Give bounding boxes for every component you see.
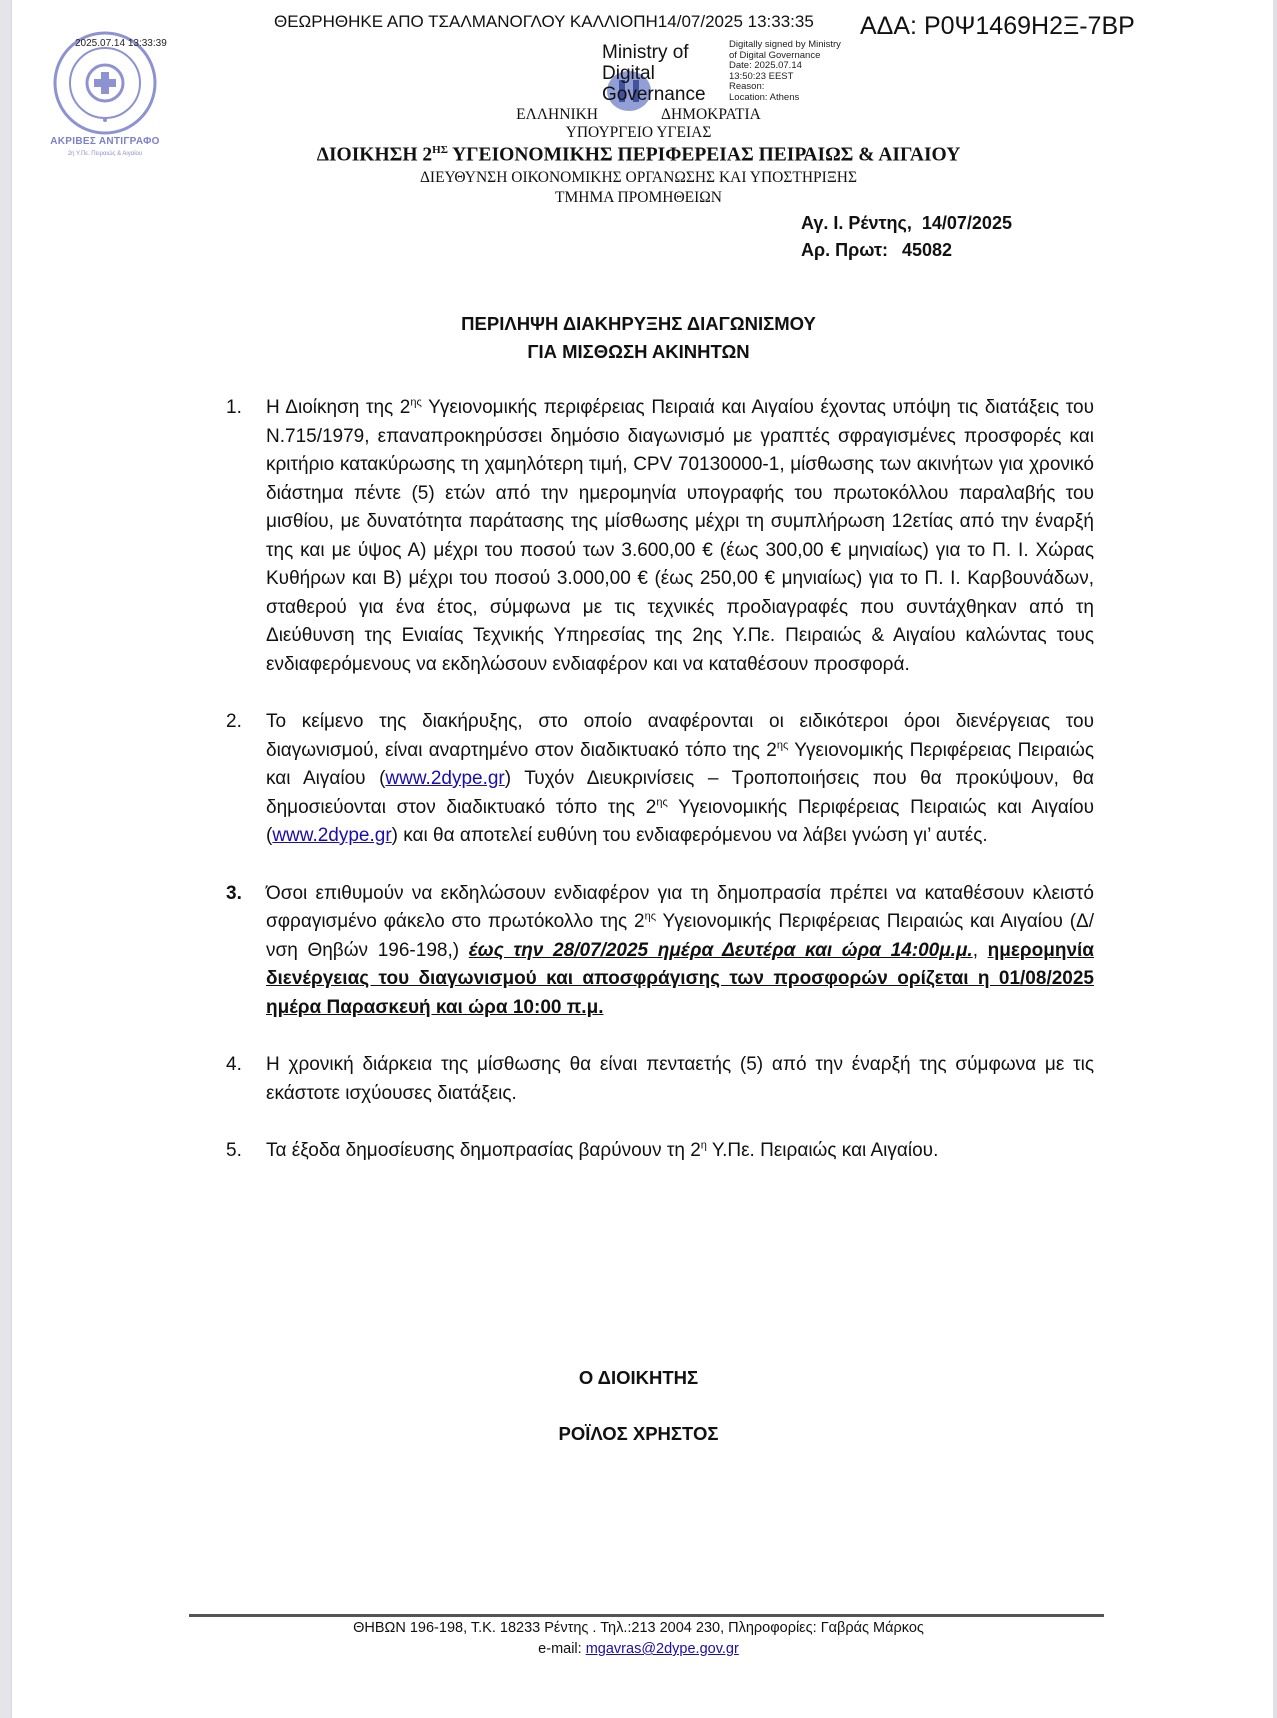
admin-prefix: ΔΙΟΙΚΗΣΗ 2 (316, 144, 433, 166)
text-run: Υγειονομικής Περιφέρειας Πειραιώς και Αιγαίου ( (266, 739, 1094, 789)
text-run: Υ.Πε. Πειραιώς και Αιγαίου. (706, 1140, 939, 1161)
text-run: Το κείμενο της διακήρυξης, στο οποίο αναφέρονται οι ειδικότεροι όροι διενέργειας του διαγωνισμού, είναι αναρτημένο στον διαδικτυακό τόπο της 2 (266, 711, 1094, 761)
website-link[interactable]: www.2dype.gr (272, 825, 392, 846)
website-link[interactable]: www.2dype.gr (385, 768, 505, 789)
ordinal-sup: ης (656, 796, 668, 809)
text-run: Όσοι επιθυμούν να εκδηλώσουν ενδιαφέρον για τη δημοπρασία πρέπει να καταθέσουν κλειστό σφραγισμένο φάκελο στο πρωτόκολλο της 2 (266, 882, 1094, 932)
viewer-scrollbar[interactable] (1273, 0, 1277, 1718)
document-date: 14/07/2025 (921, 213, 1012, 233)
text-run: Τα έξοδα δημοσίευσης δημοπρασίας βαρύνουν τη 2 (266, 1140, 701, 1161)
stamp-timestamp: 2025.07.14 13:33:39 (75, 38, 167, 49)
signer-name: ΡΟΪΛΟΣ ΧΡΗΣΤΟΣ (558, 1423, 719, 1444)
letterhead-department: ΤΜΗΜΑ ΠΡΟΜΗΘΕΙΩΝ (555, 189, 722, 206)
protocol-label: Αρ. Πρωτ: (801, 240, 889, 260)
footer-email-line (0, 1641, 1277, 1657)
item-text (266, 880, 1094, 1023)
item-text (266, 708, 1094, 851)
list-item (226, 708, 1094, 851)
item-number: 2. (226, 711, 242, 732)
list-item (226, 394, 1094, 679)
submission-deadline: έως την 28/07/2025 ημέρα Δευτέρα και ώρα 14:00μ.μ. (468, 939, 973, 961)
item-number: 1. (226, 397, 242, 418)
document-title-line-1: ΠΕΡΙΛΗΨΗ ΔΙΑΚΗΡΥΞΗΣ ΔΙΑΓΩΝΙΣΜΟΥ (461, 313, 816, 334)
item-text (266, 1137, 1094, 1166)
ada-code: ΑΔΑ: Ρ0Ψ1469Η2Ξ-7ΒΡ (860, 12, 1135, 40)
admin-sup: ΗΣ (432, 144, 448, 156)
admin-rest: ΥΓΕΙΟΝΟΜΙΚΗΣ ΠΕΡΙΦΕΡΕΙΑΣ ΠΕΙΡΑΙΩΣ & ΑΙΓΑΙΟΥ (447, 144, 961, 166)
stamp-subcaption: 2η Υ.Πε. Πειραιώς & Αιγαίου (67, 151, 143, 157)
notice-items (226, 394, 1094, 1195)
email-label: e-mail: (538, 1641, 586, 1657)
ordinal-sup: η (700, 1139, 707, 1152)
text-run: ) Τυχόν Διευκρινίσεις – Τροποποιήσεις που θα προκύψουν, θα δημοσιεύονται στον διαδικτυακό τόπο της 2 (266, 768, 1094, 818)
viewer-left-edge (0, 0, 12, 1718)
opening-date: ημερομηνία διενέργειας του διαγωνισμού και αποσφράγισης των προσφορών ορίζεται η 01/08/2025 ημέρα Παρασκευή και ώρα 10:00 π.μ. (266, 939, 1094, 1018)
place-label: Αγ. Ι. Ρέντης, (801, 213, 912, 233)
signature-detail-line: Digitally signed by Ministry (729, 39, 841, 50)
footer-address: ΘΗΒΩΝ 196-198, Τ.Κ. 18233 Ρέντης . Τηλ.:213 2004 230, Πληροφορίες: Γαβράς Μάρκος (353, 1620, 924, 1636)
email-link[interactable]: mgavras@2dype.gov.gr (585, 1641, 739, 1657)
signature-time: 13:50:23 EEST (729, 70, 794, 82)
item-text (266, 1051, 1094, 1108)
list-item (226, 1137, 1094, 1166)
text-run: Υγειονομικής Περιφέρειας Πειραιώς και Αιγαίου ( (266, 796, 1094, 846)
ordinal-sup: ης (644, 910, 657, 923)
text-run: Υγειονομικής περιφέρειας Πειραιά και Αιγαίου έχοντας υπόψη τις διατάξεις του Ν.715/1979, επαναπροκηρύσσει δημόσιο διαγωνισμό με γραπτές σφραγισμένες προσφορές και κριτήριο κατακύρωσης τη χαμηλότερη τιμή, CPV 70130000-1, μίσθωσης των ακινήτων για χρονικό διάστημα πέντε (5) ετών από την ημερομηνία υπογραφής του πρωτοκόλλου παραλαβής του μισθίου, με δυνατότητα παράτασης της μίσθωσης μέχρι τη συμπλήρωση 12ετίας από την έναρξή της και με ύψος Α) μέχρι του ποσού των 3.600,00 € (έως 300,00 € μηνιαίως) για το Π. Ι. Χώρας Κυθήρων και Β) μέχρι του ποσού 3.000,00 € (έως 250,00 € μηνιαίως) για το Π. Ι. Καρβουνάδων, σταθερού για ένα έτος, σύμφωνα με τις τεχνικές προδιαγραφές που συντάχθηκαν από τη Διεύθυνση της Ενιαίας Τεχνικής Υπηρεσίας της 2ης Υ.Πε. Πειραιώς & Αιγαίου καλώντας τους ενδιαφερόμενους να εκδηλώσουν ενδιαφέρον και να καταθέσουν προσφορά. (266, 397, 1094, 675)
ordinal-sup: ης (410, 396, 422, 409)
signature-date: Date: 2025.07.14 (729, 60, 802, 71)
signature-reason: Reason: (729, 81, 765, 92)
text-run: , (972, 939, 988, 961)
document-title-line-2: ΓΙΑ ΜΙΣΘΩΣΗ ΑΚΙΝΗΤΩΝ (527, 341, 750, 362)
letterhead-republic: ΕΛΛΗΝΙΚΗ ΔΗΜΟΚΡΑΤΙΑ (516, 106, 761, 123)
letterhead-ministry: ΥΠΟΥΡΓΕΙΟ ΥΓΕΙΑΣ (565, 124, 712, 141)
text-run: Η Διοίκηση της 2 (266, 397, 411, 418)
footer-divider (189, 1614, 1104, 1617)
item-number: 4. (226, 1054, 242, 1075)
list-item (226, 880, 1094, 1023)
ordinal-sup: ης (776, 739, 789, 752)
list-item (226, 1051, 1094, 1108)
item-text (266, 394, 1094, 679)
text-run: Η χρονική διάρκεια της μίσθωσης θα είναι πενταετής (5) από την έναρξή της σύμφωνα με τις εκάστοτε ισχύουσες διατάξεις. (266, 1054, 1094, 1104)
text-run: Υγειονομικής Περιφέρειας Πειραιώς και Αιγαίου (Δ/νση Θηβών 196-198,) (266, 911, 1094, 961)
stamp-caption: ΑΚΡΙΒΕΣ ΑΝΤΙΓΡΑΦΟ (50, 136, 160, 147)
place-date-block (801, 210, 1012, 264)
signature-detail-line: of Digital Governance (729, 49, 821, 61)
text-run: ) και θα αποτελεί ευθύνη του ενδιαφερόμενου να λάβει γνώση γι’ αυτές. (391, 825, 988, 846)
signature-signer-name: Ministry of Digital Governance (602, 42, 706, 105)
item-number: 5. (226, 1140, 242, 1161)
item-number: 3. (226, 882, 242, 904)
protocol-number: 45082 (902, 240, 953, 260)
viewed-by-line: ΘΕΩΡΗΘΗΚΕ ΑΠΟ ΤΣΑΛΜΑΝΟΓΛΟΥ ΚΑΛΛΙΟΠΗ14/07/2025 13:33:35 (274, 12, 814, 31)
signature-location: Location: Athens (729, 91, 800, 103)
letterhead-directorate: ΔΙΕΥΘΥΝΣΗ ΟΙΚΟΝΟΜΙΚΗΣ ΟΡΓΑΝΩΣΗΣ ΚΑΙ ΥΠΟΣΤΗΡΙΞΗΣ (419, 169, 858, 186)
signature-details (729, 40, 869, 103)
signer-role: Ο ΔΙΟΙΚΗΤΗΣ (578, 1367, 699, 1388)
letterhead-administration (0, 144, 1277, 167)
